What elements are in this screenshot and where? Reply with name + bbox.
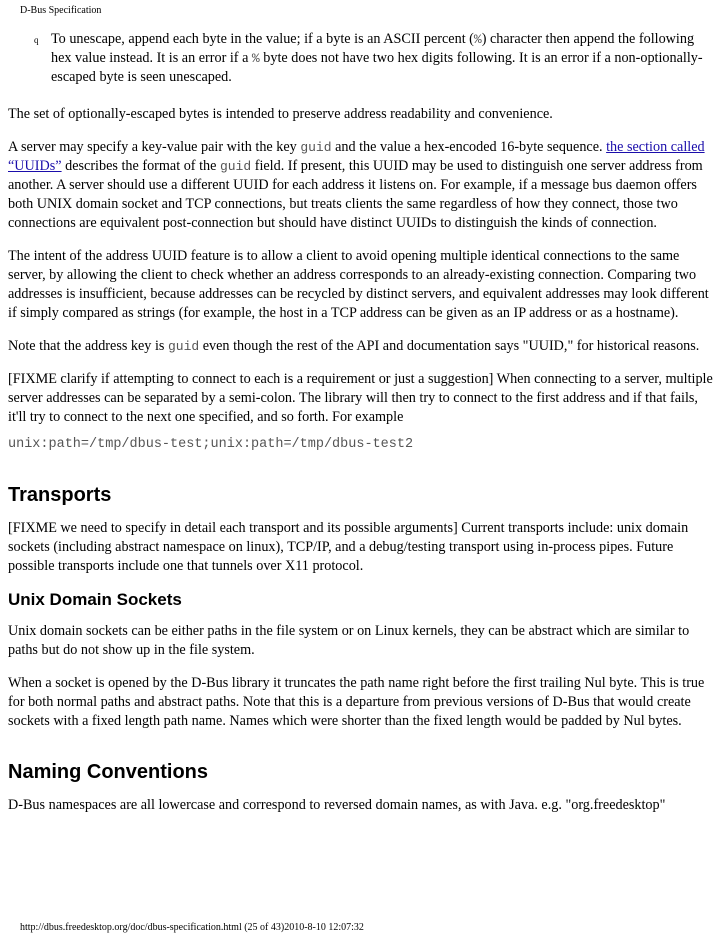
heading-transports: Transports — [8, 484, 112, 506]
paragraph: [FIXME clarify if attempting to connect to each is a requirement or just a suggestion] When connecting to a server, multiple server addresses can be separated by a semi-colon. The library will then try to connect to the first address and if that fails, it'll try to connect to the next one specified, and so forth. For example — [8, 371, 713, 425]
example-address: unix:path=/tmp/dbus-test;unix:path=/tmp/dbus-test2 — [8, 437, 414, 452]
paragraph: [FIXME we need to specify in detail each transport and its possible arguments] Current transports include: unix domain sockets (including abstract namespace on linux), TCP/IP, and a debug/testing transport using in-process pipes. Future possible transports include one that tunnels over X11 protocol. — [8, 520, 689, 574]
paragraph: The set of optionally-escaped bytes is intended to preserve address readability and convenience. — [8, 106, 553, 122]
heading-naming-conventions: Naming Conventions — [8, 761, 209, 783]
guid-paragraph: A server may specify a key-value pair with the key guid and the value a hex-encoded 16-byte sequence. the section called “UUIDs” describes the format of the guid field. If present, this UUID may be used to distinguish one server address from another. A server should use a different UUID for each address it listens on. For example, if a message bus daemon offers both UNIX domain socket and TCP connections, but treats clients the same regardless of how they connect, those two connections are equivalent post-connection but should have distinct UUIDs to distinguish the kinds of connection. — [8, 139, 705, 231]
percent-code: % — [251, 51, 260, 66]
paragraph: Note that the address key is guid even though the rest of the API and documentation says "UUID," for historical reasons. — [8, 338, 700, 354]
paragraph: Unix domain sockets can be either paths in the file system or on Linux kernels, they can be abstract which are similar to paths but do not show up in the file system. — [8, 623, 690, 658]
page-footer: http://dbus.freedesktop.org/doc/dbus-specification.html (25 of 43)2010-8-10 12:07:32 — [20, 922, 364, 933]
uuids-section-link[interactable]: the section called “UUIDs” — [8, 139, 705, 174]
document-body — [8, 30, 716, 829]
page-header: D-Bus Specification — [20, 5, 102, 16]
bullet-marker: q — [34, 35, 39, 45]
bullet-text: To unescape, append each byte in the value; if a byte is an ASCII percent (%) character then append the following hex value instead. It is an error if a % byte does not have two hex digits following. It is an error if a non-optionally-escaped byte is seen unescaped. — [51, 31, 703, 85]
paragraph: D-Bus namespaces are all lowercase and correspond to reversed domain names, as with Java. e.g. "org.freedesktop" — [8, 797, 666, 813]
heading-unix-domain-sockets: Unix Domain Sockets — [8, 590, 182, 609]
paragraph: When a socket is opened by the D-Bus library it truncates the path name right before the first trailing Nul byte. This is true for both normal paths and abstract paths. Note that this is a departure from previous versions of D-Bus that would create sockets with a fixed length path name. Names which were shorter than the fixed length would be padded by Nul bytes. — [8, 675, 705, 729]
paragraph: The intent of the address UUID feature is to allow a client to avoid opening multiple identical connections to the same server, by allowing the client to check whether an address corresponds to an already-existing connection. Comparing two addresses is insufficient, because addresses can be recycled by distinct servers, and equivalent addresses may look different if simply compared as strings (for example, the host in a TCP address can be given as an IP address or as a hostname). — [8, 248, 709, 321]
unescape-bullet — [8, 30, 716, 87]
guid-code: guid — [300, 140, 332, 155]
guid-code: guid — [219, 159, 252, 174]
percent-code: % — [473, 32, 482, 47]
guid-code: guid — [167, 339, 200, 354]
